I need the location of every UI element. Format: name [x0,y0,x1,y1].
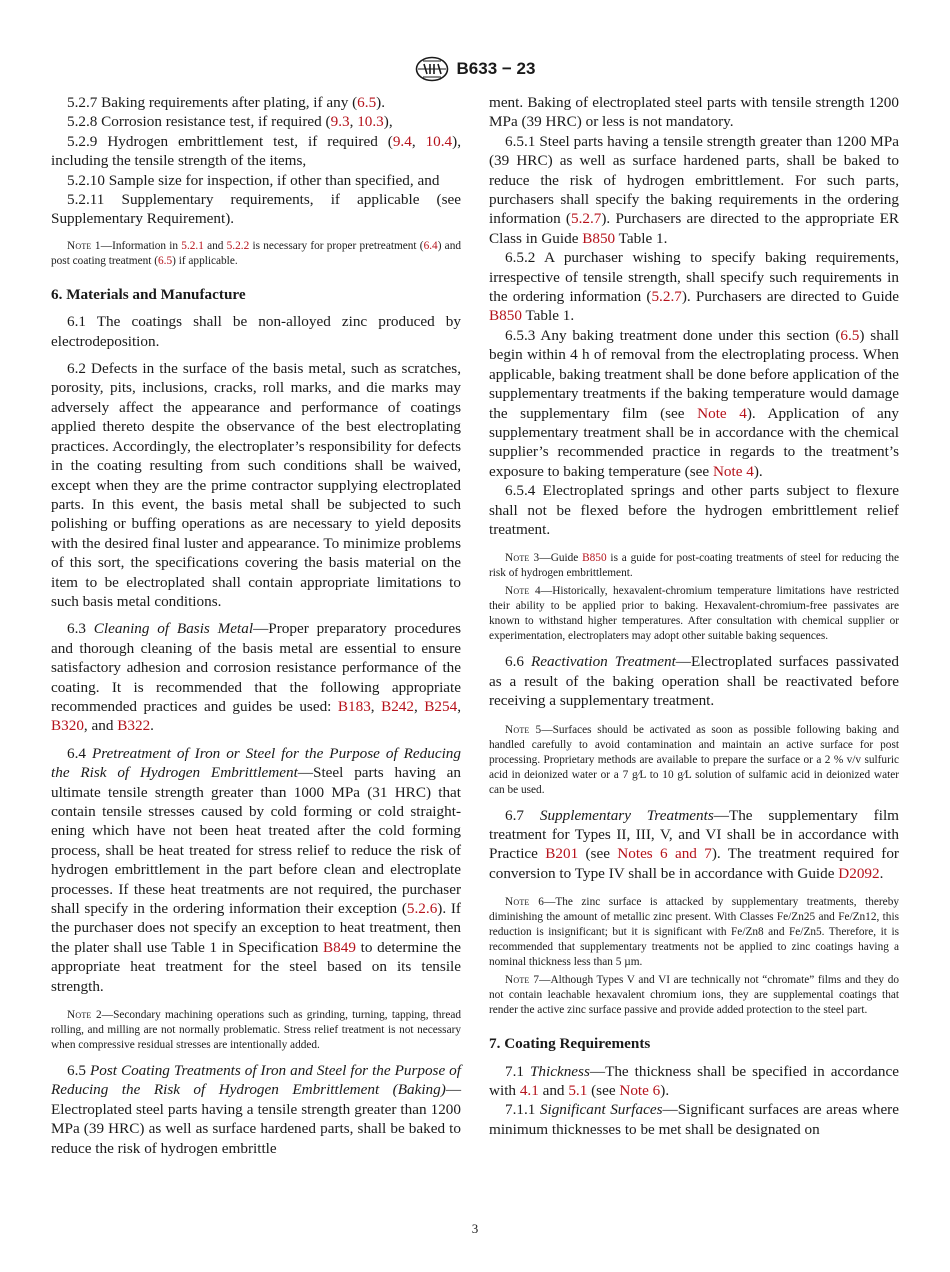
section-6-heading: 6. Materials and Manufacture [51,285,246,303]
xref-b320[interactable]: B320 [51,717,84,735]
note-6: Note 6—The zinc surface is attacked by supplementary treatments, thereby diminishing the amount of metallic zinc present. With Classes Fe/Zn25 and Fe/Zn12, this reduction is insignificant; but it is significant with Fe/Zn8 and Fe/Zn5. Therefore, it is recommended that supplementary treatments not be applied to zinc coatings having a nominal thickness less than 5 µm. [489,896,899,969]
left-column [51,93,461,1158]
clause-6-4: 6.4 Pretreatment of Iron or Steel for the Purpose of Reducing the Risk of Hydrogen Embrittlement—Steel parts having an ultimate tensile strength greater than 1000 MPa (31 HRC) that contain tensile stresses caused by cold forming or cold straightening which have not been heat treated after the cold forming process, shall be heat treated for stress relief to reduce the risk of hydrogen embrittlement in the part before clean and electroplate processes. If these heat treatments are not required, the purchaser shall specify in the ordering information their exception (5.2.6). If the purchaser does not specify an exception to heat treatment, then the plater shall use Table 1 in Specification B849 to determine the appropriate heat treatment for the steel based on its tensile strength. [51,744,462,995]
note-4: Note 4—Historically, hexavalent-chromium temperature limitations have restricted their ability to be applied prior to baking. Hexavalent-chromium-free passivates are known to withstand higher temperatures. After consultation with chemical supplier or experimentation, electroplaters may adopt other suitable baking sequences. [489,585,899,643]
xref-b201[interactable]: B201 [545,845,579,863]
xref-6-4[interactable]: 6.4 [423,239,438,252]
clause-6-2: 6.2 Defects in the surface of the basis metal, such as scratches, porosity, pits, inclusions, cracks, roll marks, and die marks may adversely affect the appearance and performance of coatings applied thereto despite the observance of the best electroplating practices. Accordingly, the electroplater’s responsibility for defects in the coating resulting from such conditions shall be waived, except when they are the prime contractor supplying electroplated parts. In this event, the basis metal shall be subjected to such polishing or buffing operations as are necessary to yield deposits with the desired final luster and appearance. To minimize problems of this sort, the specifications covering the basis material on the item to be electroplated shall contain appropriate limitations to such basis metal conditions. [51,360,461,610]
xref-notes-6-7[interactable]: Notes 6 and 7 [617,845,712,863]
xref-9-4[interactable]: 9.4 [392,132,412,150]
xref-b849[interactable]: B849 [323,938,356,956]
xref-5-2-7[interactable]: 5.2.7 [571,210,602,228]
note-5: Note 5—Surfaces should be activated as soon as possible following baking and handled carefully to avoid contamination and maintain an active surface for post processing. Proprietary methods are available to prepare the surface or a 2 % v/v sulfuric acid in deionized water or a 7 g⁄L to 10 g⁄L solution of sulfamic acid in deionized water can be used. [489,723,899,796]
clause-6-7: 6.7 Supplementary Treatments—The supplementary film treatment for Types II, III, V, and VI shall be in accordance with Practice B201 (see Notes 6 and 7). The treatment required for conversion to Type IV shall be in accordance with Guide D2092. [489,806,899,882]
xref-10-4[interactable]: 10.4 [425,132,453,150]
astm-logo-icon [415,56,449,82]
note-1: Note 1—Information in 5.2.1 and 5.2.2 is necessary for proper pretreatment (6.4) and post coating treatment (6.5) if applicable. [51,239,461,267]
xref-b242[interactable]: B242 [381,697,414,715]
xref-b850[interactable]: B850 [582,229,616,247]
xref-5-2-1[interactable]: 5.2.1 [181,239,204,252]
clause-6-3: 6.3 Cleaning of Basis Metal—Proper preparatory procedures and thorough cleaning of the basis metal are essential to ensure satisfactory adhesion and corrosion resistance performance of the coating. It is recommended that the following appropriate recommended practices and guides be used: B183, B242, B254, B320, and B322. [51,620,461,735]
xref-d2092[interactable]: D2092 [838,864,880,882]
xref-note-4[interactable]: Note 4 [712,462,754,480]
clause-7-1: 7.1 Thickness—The thickness shall be specified in accordance with 4.1 and 5.1 (see Note 6). [489,1062,899,1099]
standard-designation: B633 − 23 [456,59,536,78]
clause-6-1: 6.1 The coatings shall be non-alloyed zinc produced by electrodeposition. [51,313,461,350]
clause-5-2-11: 5.2.11 Supplementary requirements, if applicable (see Supplementary Requirement). [51,191,461,228]
xref-b850[interactable]: B850 [489,307,522,325]
right-column [489,93,899,1139]
xref-b183[interactable]: B183 [337,697,371,715]
note-3: Note 3—Guide B850 is a guide for post-coating treatments of steel for reducing the risk of hydrogen embrittlement. [489,552,899,580]
clause-6-5: 6.5 Post Coating Treatments of Iron and Steel for the Purpose of Reducing the Risk of Hydrogen Embrittlement (Baking)—Electroplated steel parts having a tensile strength greater than 1200 MPa (39 HRC) as well as surface hardened parts, shall be baked to reduce the risk of hydrogen embrittle [51,1062,461,1157]
xref-10-3[interactable]: 10.3 [357,113,384,131]
xref-6-5[interactable]: 6.5 [357,94,377,111]
clause-6-5-continued: ment. Baking of electroplated steel parts with tensile strength 1200 MPa (39 HRC) or less is not mandatory. [489,94,899,131]
clause-6-5-1: 6.5.1 Steel parts having a tensile strength greater than 1200 MPa (39 HRC) as well as surface hardened parts, shall be baked to reduce the risk of hydrogen embrittlement. For such parts, purchasers shall specify the baking requirements in the ordering information (5.2.7). Purchasers are directed to the appropriate ER Class in Guide B850 Table 1. [489,132,899,247]
xref-b322[interactable]: B322 [117,717,151,735]
xref-5-2-2[interactable]: 5.2.2 [226,239,250,252]
xref-b254[interactable]: B254 [424,697,458,715]
xref-5-2-6[interactable]: 5.2.6 [406,900,438,918]
xref-6-5[interactable]: 6.5 [840,326,860,344]
xref-b850[interactable]: B850 [582,552,607,565]
xref-4-1[interactable]: 4.1 [519,1082,539,1099]
page-number: 3 [471,1221,479,1236]
section-7-heading: 7. Coating Requirements [489,1035,651,1053]
clause-6-5-4: 6.5.4 Electroplated springs and other parts subject to flexure shall not be flexed before the hydrogen embrittlement relief treatment. [489,482,899,538]
xref-5-1[interactable]: 5.1 [568,1082,588,1099]
clause-5-2-9: 5.2.9 Hydrogen embrittlement test, if required (9.4, 10.4), including the tensile strength of the items, [51,132,461,170]
xref-5-2-7[interactable]: 5.2.7 [651,288,682,306]
note-2: Note 2—Secondary machining operations such as grinding, turning, tapping, thread rolling, and milling are not normally problematic. Stress relief treatment is not necessary when compressive residual stresses are intentionally added. [51,1009,461,1052]
clause-5-2-10: 5.2.10 Sample size for inspection, if other than specified, and [67,171,440,189]
clause-6-5-3: 6.5.3 Any baking treatment done under this section (6.5) shall begin within 4 h of removal from the electroplating process. When applicable, baking treatment shall be done before application of the supplementary treatments if the baking temperature would damage the supplementary film (see Note 4). Application of any supplementary treatment shall be in accordance with the chemical supplier’s recommended practice in regards to the treatment’s exposure to baking temperature (see Note 4). [489,326,899,480]
clause-5-2-7: 5.2.7 Baking requirements after plating, if any (6.5). [67,94,386,111]
xref-6-5[interactable]: 6.5 [157,254,173,267]
note-7: Note 7—Although Types V and VI are technically not “chromate” films and they do not contain leachable hexavalent chromium ions, they are supplemental coatings that render the active zinc surface passive and provide added protection to the steel part. [489,974,899,1017]
clause-6-6: 6.6 Reactivation Treatment—Electroplated surfaces passivated as a result of the baking operation shall be reactivated before receiving a supplementary treatment. [489,653,899,710]
clause-5-2-8: 5.2.8 Corrosion resistance test, if required (9.3, 10.3), [67,113,393,131]
xref-note-6[interactable]: Note 6 [619,1082,661,1099]
clause-6-5-2: 6.5.2 A purchaser wishing to specify baking requirements, irrespective of tensile strength, shall specify such requirements in the ordering information (5.2.7). Purchasers are directed to Guide B850 Table 1. [489,249,899,325]
page-header [0,56,950,82]
xref-9-3[interactable]: 9.3 [330,113,350,131]
xref-note-4[interactable]: Note 4 [697,404,747,422]
clause-7-1-1: 7.1.1 Significant Surfaces—Significant surfaces are areas where minimum thicknesses to be met shall be designated on [489,1101,899,1138]
